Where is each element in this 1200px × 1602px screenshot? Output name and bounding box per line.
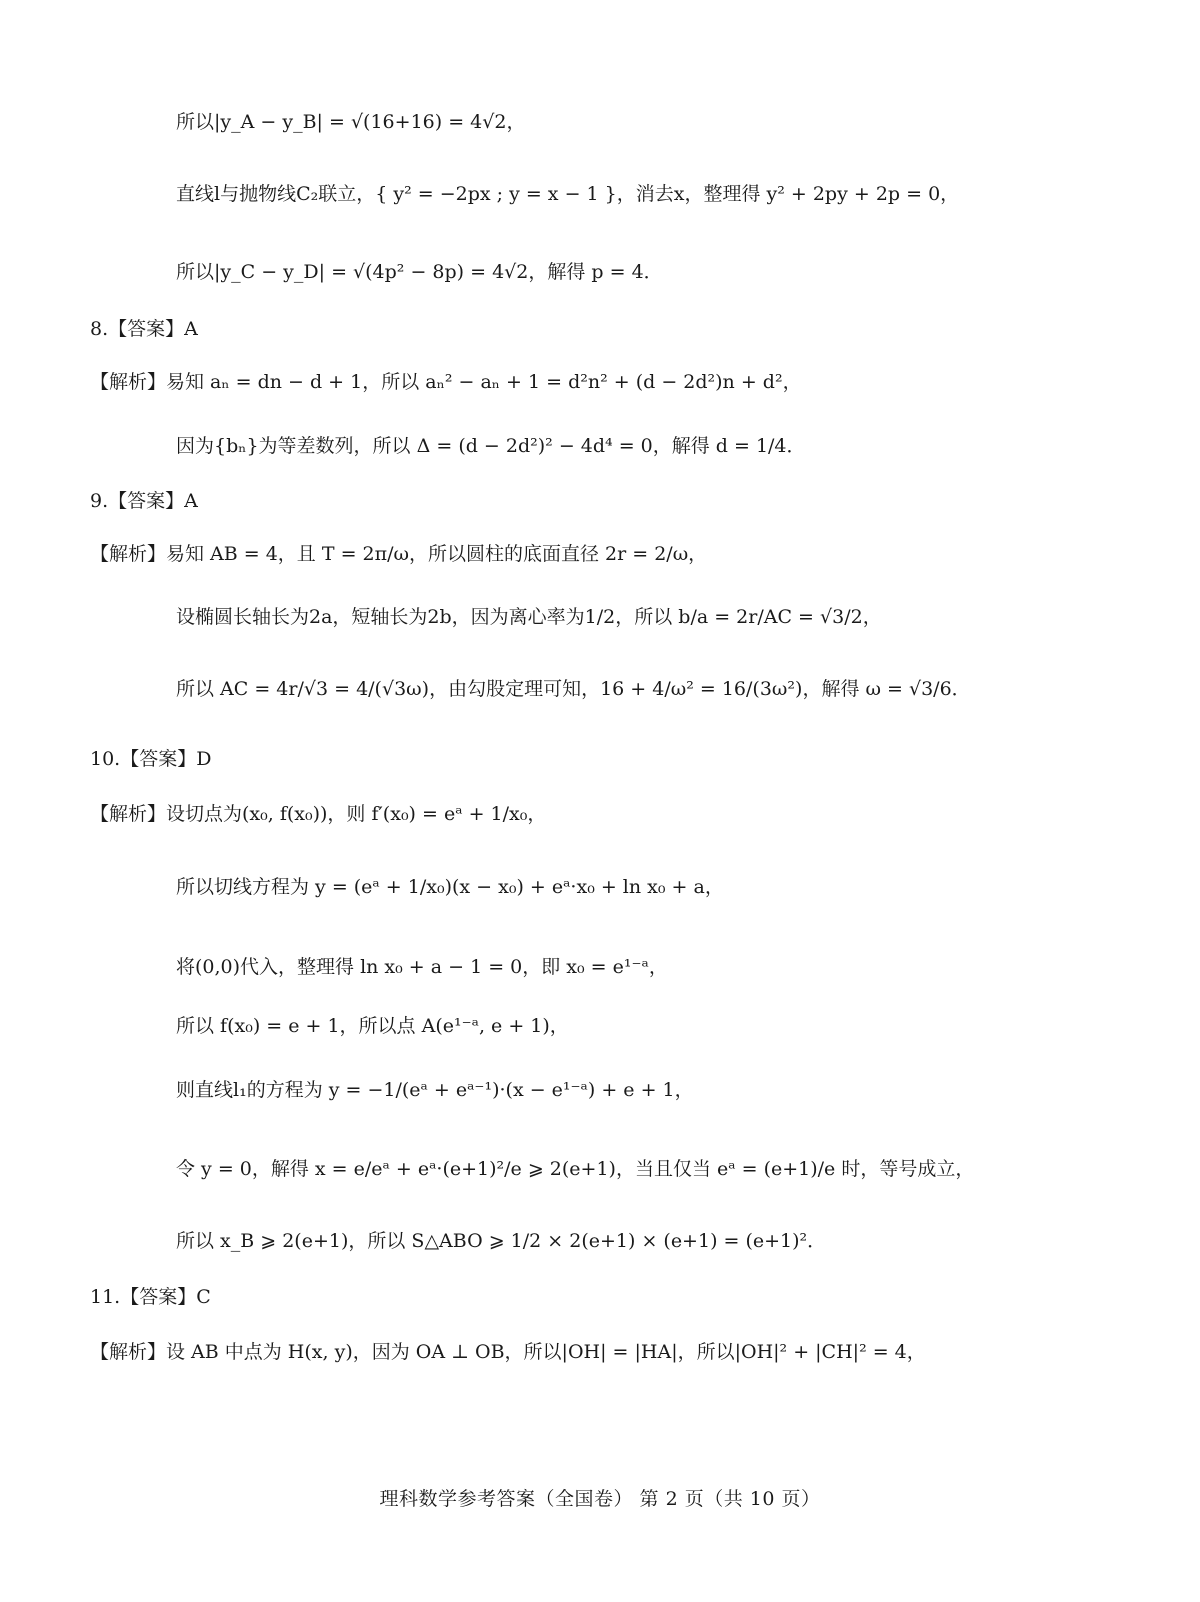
solution-line: 设椭圆长轴长为2a，短轴长为2b，因为离心率为1/2，所以 b/a = 2r/AC = √3/2， xyxy=(176,606,882,628)
solution-line: 所以 f(x₀) = e + 1，所以点 A(e¹⁻ᵃ, e + 1)， xyxy=(176,1015,569,1037)
page-footer: 理科数学参考答案（全国卷） 第 2 页（共 10 页） xyxy=(379,1488,821,1510)
solution-line: 所以 AC = 4r/√3 = 4/(√3ω)，由勾股定理可知，16 + 4/ω² = 16/(3ω²)，解得 ω = √3/6． xyxy=(176,678,971,700)
solution-line: 所以|y_A − y_B| = √(16+16) = 4√2， xyxy=(176,111,526,133)
answer-heading: 11.【答案】C xyxy=(90,1286,211,1308)
answer-heading: 10.【答案】D xyxy=(90,748,212,770)
analysis-line: 【解析】易知 aₙ = dn − d + 1，所以 aₙ² − aₙ + 1 = d²n² + (d − 2d²)n + d²， xyxy=(90,371,802,393)
solution-line: 则直线l₁的方程为 y = −1/(eᵃ + eᵃ⁻¹)·(x − e¹⁻ᵃ) + e + 1， xyxy=(176,1079,694,1101)
solution-line: 所以|y_C − y_D| = √(4p² − 8p) = 4√2，解得 p = 4． xyxy=(176,261,663,283)
analysis-line: 【解析】设切点为(x₀, f(x₀))，则 f′(x₀) = eᵃ + 1/x₀， xyxy=(90,803,547,825)
solution-line: 直线l与抛物线C₂联立，{ y² = −2px ; y = x − 1 }，消去x，整理得 y² + 2py + 2p = 0， xyxy=(176,183,960,205)
answer-heading: 9.【答案】A xyxy=(90,490,198,512)
solution-line: 所以切线方程为 y = (eᵃ + 1/x₀)(x − x₀) + eᵃ·x₀ + ln x₀ + a， xyxy=(176,876,724,898)
analysis-line: 【解析】设 AB 中点为 H(x, y)，因为 OA ⊥ OB，所以|OH| = |HA|，所以|OH|² + |CH|² = 4， xyxy=(90,1341,926,1363)
solution-line: 所以 x_B ⩾ 2(e+1)，所以 S△ABO ⩾ 1/2 × 2(e+1) × (e+1) = (e+1)²． xyxy=(176,1230,827,1252)
solution-line: 因为{bₙ}为等差数列，所以 Δ = (d − 2d²)² − 4d⁴ = 0，解得 d = 1/4． xyxy=(176,435,806,457)
answer-heading: 8.【答案】A xyxy=(90,318,198,340)
solution-line: 将(0,0)代入，整理得 ln x₀ + a − 1 = 0，即 x₀ = e¹⁻ᵃ， xyxy=(176,956,668,978)
analysis-line: 【解析】易知 AB = 4，且 T = 2π/ω，所以圆柱的底面直径 2r = 2/ω， xyxy=(90,543,708,565)
solution-line: 令 y = 0，解得 x = e/eᵃ + eᵃ·(e+1)²/e ⩾ 2(e+1)，当且仅当 eᵃ = (e+1)/e 时，等号成立， xyxy=(176,1158,975,1180)
